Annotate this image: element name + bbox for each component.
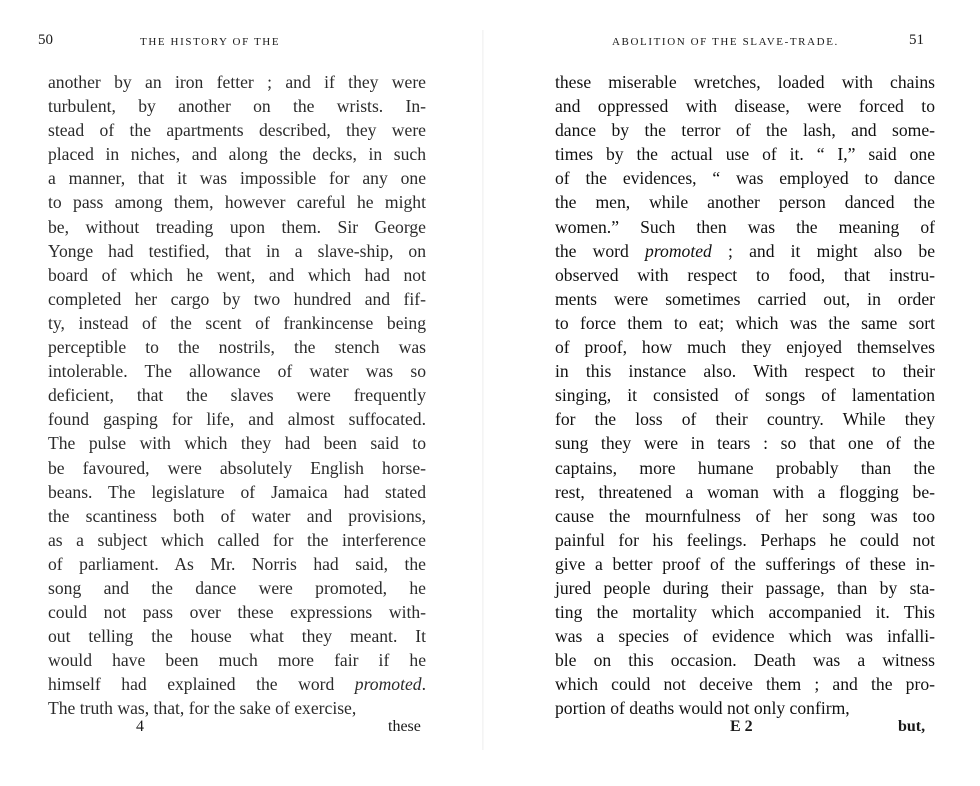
text-line: singing, it consisted of songs of lamentation <box>555 385 935 406</box>
text-line: Yonge had testified, that in a slave-ship, on <box>48 240 426 261</box>
catchword-left: these <box>388 718 421 735</box>
text-line: jured people during their passage, than by sta- <box>555 577 935 598</box>
text-line: be, without treading upon them. Sir George <box>48 216 426 237</box>
text-line: ments were sometimes carried out, in order <box>555 288 935 309</box>
running-head-left: THE HISTORY OF THE <box>140 36 281 48</box>
text-line: the word promoted ; and it might also be <box>555 240 935 261</box>
text-line: cause the mournfulness of her song was too <box>555 505 935 526</box>
signature-mark-left: 4 <box>136 718 144 735</box>
text-line: times by the actual use of it. “ I,” said one <box>555 144 935 165</box>
text-line: give a better proof of the sufferings of these in- <box>555 553 935 574</box>
page-number-left: 50 <box>38 32 53 48</box>
text-line: in this instance also. With respect to their <box>555 361 935 382</box>
text-line: to pass among them, however careful he might <box>48 192 426 213</box>
text-line: turbulent, by another on the wrists. In- <box>48 96 426 117</box>
text-line: observed with respect to food, that instru- <box>555 264 935 285</box>
catchword-right: but, <box>898 718 926 735</box>
text-line: captains, more humane probably than the <box>555 457 935 478</box>
text-line: of the evidences, “ was employed to dance <box>555 168 935 189</box>
text-line: portion of deaths would not only confirm, <box>555 698 850 719</box>
page-number-right: 51 <box>909 32 924 48</box>
left-body-text <box>48 70 426 721</box>
text-line: another by an iron fetter ; and if they were <box>48 72 426 92</box>
text-line: perceptible to the nostrils, the stench was <box>48 337 426 358</box>
text-line: these miserable wretches, loaded with chains <box>555 72 935 92</box>
text-line: song and the dance were promoted, he <box>48 577 426 598</box>
text-line: himself had explained the word promoted. <box>48 674 426 695</box>
text-line: deficient, that the slaves were frequently <box>48 385 426 406</box>
text-line: ble on this occasion. Death was a witness <box>555 650 935 671</box>
text-line: rest, threatened a woman with a flogging be- <box>555 481 935 502</box>
text-line: for the loss of their country. While they <box>555 409 935 430</box>
signature-mark-right: E 2 <box>730 718 753 735</box>
right-body-text <box>555 70 935 721</box>
text-line: the scantiness both of water and provisions, <box>48 505 426 526</box>
text-line: was a species of evidence which was infalli- <box>555 626 935 647</box>
text-line: dance by the terror of the lash, and some- <box>555 120 935 141</box>
text-line: women.” Such then was the meaning of <box>555 216 935 237</box>
text-line: which could not deceive them ; and the pro- <box>555 674 935 695</box>
text-line: intolerable. The allowance of water was so <box>48 361 426 382</box>
text-line: ty, instead of the scent of frankincense being <box>48 312 426 333</box>
text-line: out telling the house what they meant. It <box>48 626 426 647</box>
text-line: board of which he went, and which had not <box>48 264 426 285</box>
text-line: ting the mortality which accompanied it. This <box>555 602 935 623</box>
running-head-right: ABOLITION OF THE SLAVE-TRADE. <box>612 36 839 48</box>
text-line: the men, while another person danced the <box>555 192 935 213</box>
book-gutter <box>482 30 484 750</box>
text-line: would have been much more fair if he <box>48 650 426 671</box>
left-page <box>0 0 480 786</box>
text-line: of proof, how much they enjoyed themselves <box>555 337 935 358</box>
text-line: and oppressed with disease, were forced to <box>555 96 935 117</box>
text-line: sung they were in tears : so that one of the <box>555 433 935 454</box>
text-line: as a subject which called for the interference <box>48 529 426 550</box>
text-line: The pulse with which they had been said to <box>48 433 426 454</box>
text-line: be favoured, were absolutely English horse- <box>48 457 426 478</box>
right-page <box>490 0 980 786</box>
text-line: beans. The legislature of Jamaica had stated <box>48 481 426 502</box>
text-line: completed her cargo by two hundred and fif- <box>48 288 426 309</box>
text-line: to force them to eat; which was the same sort <box>555 312 935 333</box>
text-line: of parliament. As Mr. Norris had said, the <box>48 553 426 574</box>
text-line: could not pass over these expressions with- <box>48 602 426 623</box>
text-line: The truth was, that, for the sake of exercise, <box>48 698 357 719</box>
text-line: stead of the apartments described, they were <box>48 120 426 141</box>
text-line: placed in niches, and along the decks, in such <box>48 144 426 165</box>
text-line: found gasping for life, and almost suffocated. <box>48 409 426 430</box>
text-line: painful for his feelings. Perhaps he could not <box>555 529 935 550</box>
text-line: a manner, that it was impossible for any one <box>48 168 426 189</box>
